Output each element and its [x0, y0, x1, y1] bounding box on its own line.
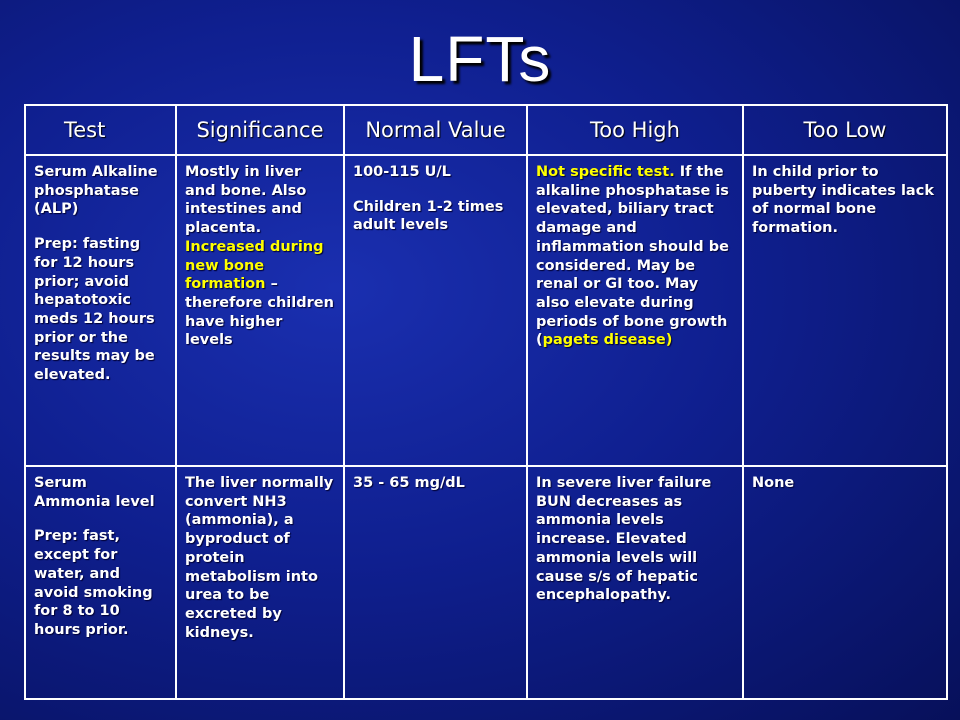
- header-test: Test: [25, 105, 176, 155]
- too-high-highlight: Not specific test.: [536, 164, 675, 180]
- header-normal-value: Normal Value: [344, 105, 527, 155]
- test-abbreviation: (ALP): [34, 201, 79, 218]
- test-name: Serum Alkaline phosphatase: [34, 164, 158, 199]
- table-row: [25, 155, 947, 466]
- cell-significance: The liver normally convert NH3 (ammonia), a byproduct of protein metabolism into urea to be excreted by kidneys.: [176, 466, 344, 699]
- significance-text: Mostly in liver and bone. Also intestines and placenta.: [185, 164, 307, 237]
- cell-normal-value: 35 - 65 mg/dL: [344, 466, 527, 699]
- header-too-low: Too Low: [743, 105, 947, 155]
- table-header-row: [25, 105, 947, 155]
- cell-test: [25, 155, 176, 466]
- slide-title: LFTs: [408, 23, 552, 95]
- too-high-text: If the alkaline phosphatase is elevated, biliary tract damage and inflammation should be considered. May be renal or GI too. May also elevate during periods of bone growth (: [536, 164, 729, 349]
- cell-too-low: None: [743, 466, 947, 699]
- test-prep: Prep: fasting for 12 hours prior; avoid hepatotoxic meds 12 hours prior or the results may be elevated.: [34, 236, 155, 384]
- cell-too-high: In severe liver failure BUN decreases as ammonia levels increase. Elevated ammonia levels will cause s/s of hepatic encephalopathy.: [527, 466, 743, 699]
- normal-value-adult: 100-115 U/L: [353, 164, 451, 180]
- header-too-high: Too High: [527, 105, 743, 155]
- header-significance: Significance: [176, 105, 344, 155]
- cell-test: [25, 466, 176, 699]
- cell-too-high: [527, 155, 743, 466]
- test-prep: Prep: fast, except for water, and avoid smoking for 8 to 10 hours prior.: [34, 528, 153, 638]
- test-name: Serum Ammonia level: [34, 475, 155, 510]
- lft-table: [24, 104, 948, 700]
- normal-value-children: Children 1-2 times adult levels: [353, 198, 504, 234]
- table-row: [25, 466, 947, 699]
- cell-normal-value: [344, 155, 527, 466]
- significance-text-end: – therefore children have higher levels: [185, 276, 334, 349]
- cell-significance: [176, 155, 344, 466]
- cell-too-low: In child prior to puberty indicates lack of normal bone formation.: [743, 155, 947, 466]
- significance-highlight: Increased during new bone formation: [185, 238, 324, 293]
- too-high-highlight-end: pagets disease): [542, 332, 673, 349]
